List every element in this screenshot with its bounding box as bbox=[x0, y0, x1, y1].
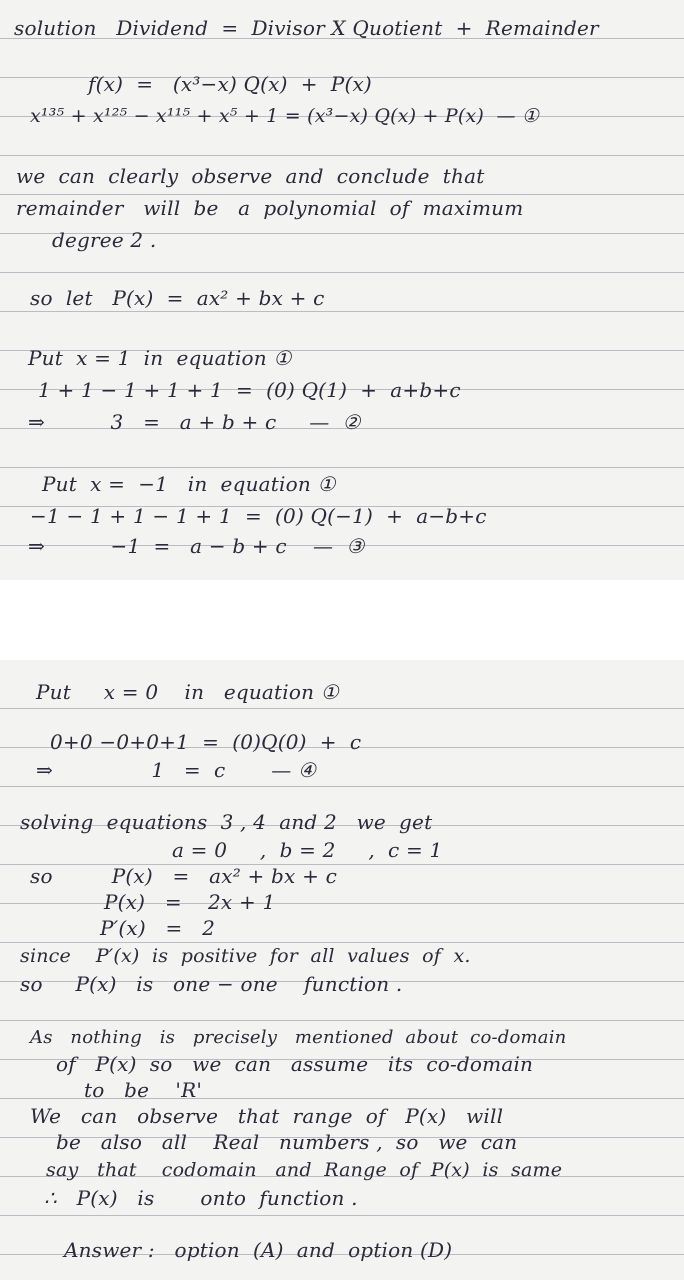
range-line-1: We can observe that range of P(x) will bbox=[30, 1104, 504, 1128]
substitution-x-0-line: 0+0 −0+0+1 = (0)Q(0) + c bbox=[50, 730, 362, 754]
solution-heading-line: solution Dividend = Divisor X Quotient + Remainder bbox=[14, 16, 599, 40]
observation-line-2: remainder will be a polynomial of maximum bbox=[16, 196, 524, 220]
notebook-page-2 bbox=[0, 660, 684, 1280]
let-polynomial-line: so let P(x) = ax² + bx + c bbox=[30, 286, 325, 310]
derivative-line: P′(x) = 2 bbox=[100, 916, 216, 940]
coefficients-line: a = 0 , b = 2 , c = 1 bbox=[172, 838, 443, 862]
answer-line: Answer : option (A) and option (D) bbox=[64, 1238, 453, 1262]
solving-equations-line: solving equations 3 , 4 and 2 we get bbox=[20, 810, 433, 834]
onto-line: ∴ P(x) is onto function . bbox=[44, 1186, 358, 1210]
function-definition-line: f(x) = (x³−x) Q(x) + P(x) bbox=[88, 72, 372, 96]
page-gap bbox=[0, 580, 684, 660]
codomain-line-3: to be 'R' bbox=[84, 1078, 203, 1102]
equation-1-line: x¹³⁵ + x¹²⁵ − x¹¹⁵ + x⁵ + 1 = (x³−x) Q(x) + P(x) — ① bbox=[30, 105, 540, 127]
polynomial-result-line: P(x) = 2x + 1 bbox=[104, 890, 276, 914]
one-one-line: so P(x) is one − one function . bbox=[20, 972, 403, 996]
put-x-1-line: Put x = 1 in equation ① bbox=[28, 346, 292, 370]
notebook-page-1 bbox=[0, 0, 684, 580]
equation-4-line: ⇒ 1 = c — ④ bbox=[36, 758, 317, 782]
codomain-line-1: As nothing is precisely mentioned about co-domain bbox=[30, 1027, 567, 1048]
equation-2-line: ⇒ 3 = a + b + c — ② bbox=[28, 410, 361, 434]
range-line-2: be also all Real numbers , so we can bbox=[56, 1130, 518, 1154]
observation-line-1: we can clearly observe and conclude that bbox=[16, 164, 485, 188]
substitution-x-minus-1-line: −1 − 1 + 1 − 1 + 1 = (0) Q(−1) + a−b+c bbox=[30, 504, 487, 528]
range-line-3: say that codomain and Range of P(x) is same bbox=[46, 1159, 563, 1181]
polynomial-general-line: so P(x) = ax² + bx + c bbox=[30, 864, 338, 888]
observation-line-3: degree 2 . bbox=[52, 228, 157, 252]
substitution-x-1-line: 1 + 1 − 1 + 1 + 1 = (0) Q(1) + a+b+c bbox=[38, 378, 461, 402]
put-x-minus-1-line: Put x = −1 in equation ① bbox=[42, 472, 336, 496]
since-positive-line: since P′(x) is positive for all values of x. bbox=[20, 945, 471, 967]
equation-3-line: ⇒ −1 = a − b + c — ③ bbox=[28, 534, 365, 558]
put-x-0-line: Put x = 0 in equation ① bbox=[36, 680, 339, 704]
codomain-line-2: of P(x) so we can assume its co-domain bbox=[56, 1052, 534, 1076]
